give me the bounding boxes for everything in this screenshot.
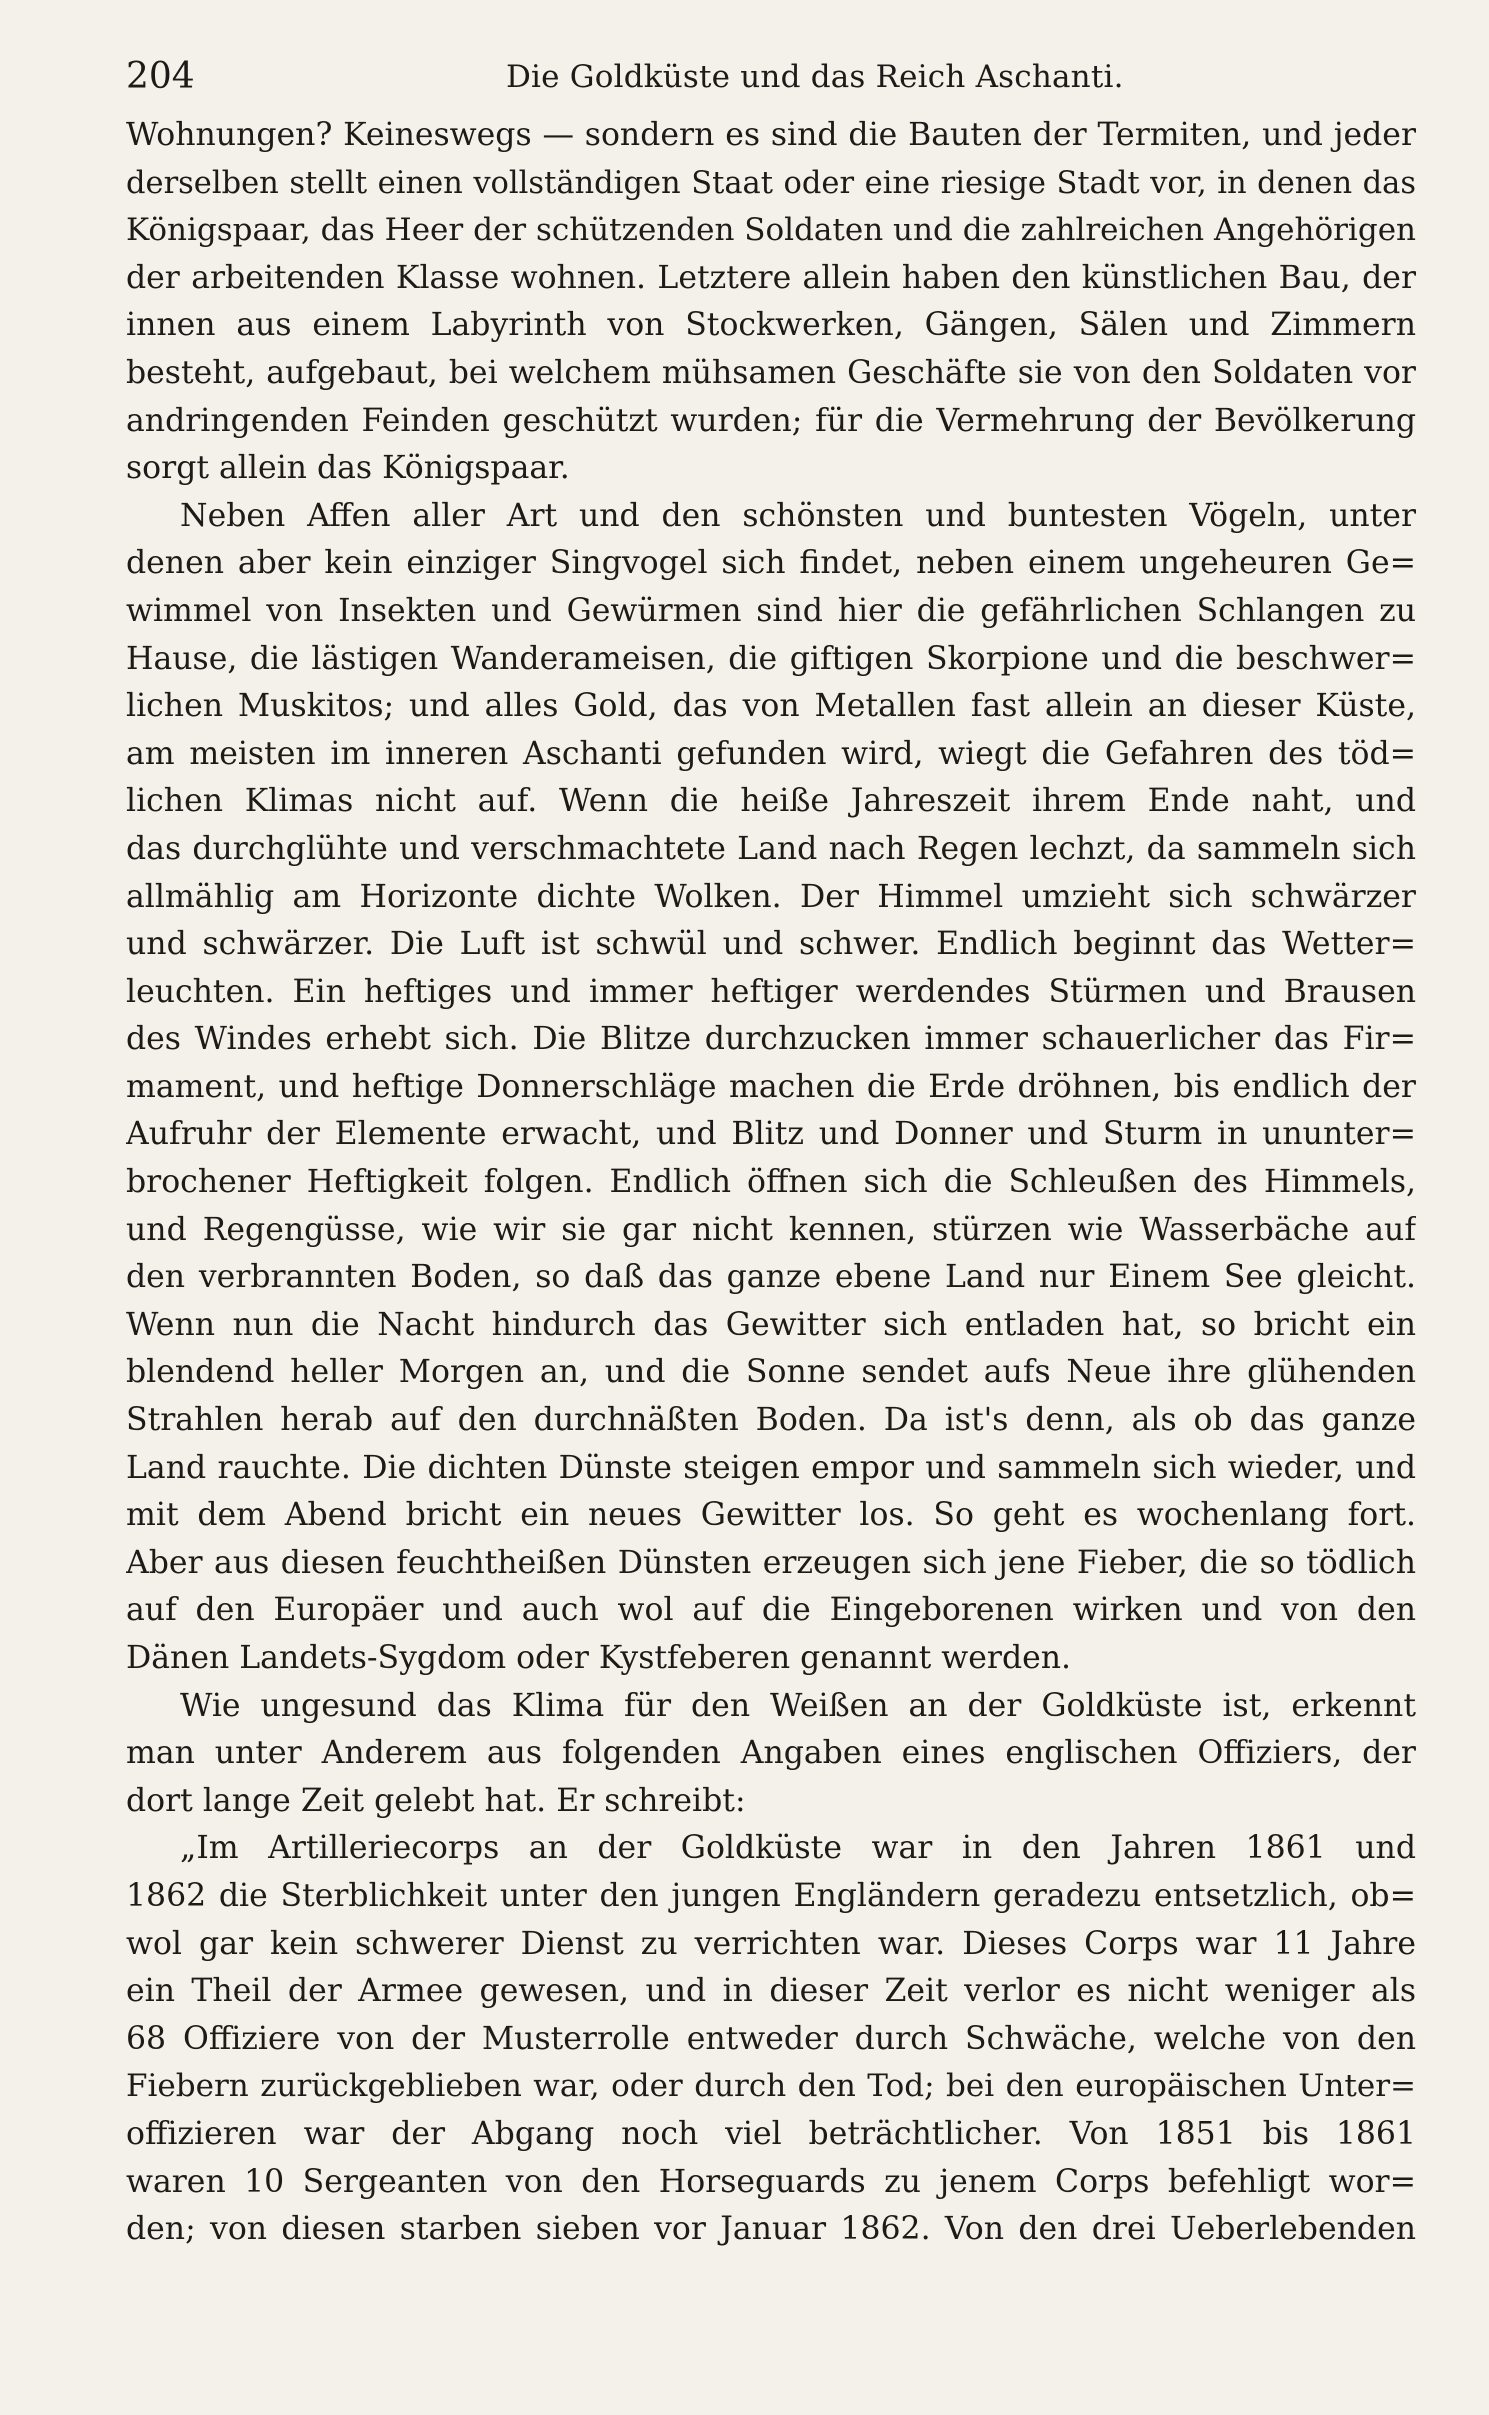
text-line: auf den Europäer und auch wol auf die Eingeborenen wirken und von den: [126, 1592, 1416, 1629]
text-line: ein Theil der Armee gewesen, und in dieser Zeit verlor es nicht weniger als: [126, 1973, 1416, 2010]
text-line: Wie ungesund das Klima für den Weißen an der Goldküste ist, erkennt: [180, 1687, 1416, 1724]
text-line: lichen Muskitos; und alles Gold, das von Metallen fast allein an dieser Küste,: [126, 688, 1416, 725]
text-line: waren 10 Sergeanten von den Horseguards zu jenem Corps befehligt wor=: [126, 2163, 1416, 2200]
text-line: Neben Affen aller Art und den schönsten und buntesten Vögeln, unter: [180, 497, 1416, 534]
text-line: Aber aus diesen feuchtheißen Dünsten erzeugen sich jene Fieber, die so tödlich: [126, 1544, 1416, 1581]
text-line: blendend heller Morgen an, und die Sonne sendet aufs Neue ihre glühenden: [126, 1354, 1416, 1391]
text-line: sorgt allein das Königspaar.: [126, 450, 570, 487]
text-line: mit dem Abend bricht ein neues Gewitter los. So geht es wochenlang fort.: [126, 1497, 1416, 1534]
text-line: Königspaar, das Heer der schützenden Soldaten und die zahlreichen Angehörigen: [126, 212, 1416, 249]
text-line: den; von diesen starben sieben vor Januar 1862. Von den drei Ueberlebenden: [126, 2211, 1416, 2248]
text-line: Wenn nun die Nacht hindurch das Gewitter sich entladen hat, so bricht ein: [126, 1306, 1416, 1343]
text-line: Dänen Landets-Sygdom oder Kystfeberen genannt werden.: [126, 1640, 1072, 1676]
text-line: und Regengüsse, wie wir sie gar nicht kennen, stürzen wie Wasserbäche auf: [126, 1211, 1416, 1248]
text-line: wol gar kein schwerer Dienst zu verrichten war. Dieses Corps war 11 Jahre: [126, 1925, 1416, 1962]
text-line: des Windes erhebt sich. Die Blitze durchzucken immer schauerlicher das Fir=: [126, 1021, 1416, 1058]
text-line: mament, und heftige Donnerschläge machen die Erde dröhnen, bis endlich der: [126, 1068, 1416, 1105]
text-line: Land rauchte. Die dichten Dünste steigen empor und sammeln sich wieder, und: [126, 1449, 1416, 1486]
text-line: wimmel von Insekten und Gewürmen sind hier die gefährlichen Schlangen zu: [126, 592, 1416, 629]
text-line: derselben stellt einen vollständigen Staat oder eine riesige Stadt vor, in denen das: [126, 165, 1416, 201]
text-line: der arbeitenden Klasse wohnen. Letztere allein haben den künstlichen Bau, der: [126, 259, 1416, 296]
text-line: und schwärzer. Die Luft ist schwül und schwer. Endlich beginnt das Wetter=: [126, 926, 1416, 963]
text-line: Strahlen herab auf den durchnäßten Boden. Da ist's denn, als ob das ganze: [126, 1402, 1416, 1439]
text-line: denen aber kein einziger Singvogel sich findet, neben einem ungeheuren Ge=: [126, 545, 1416, 582]
body-text: [126, 112, 1416, 2254]
text-line: lichen Klimas nicht auf. Wenn die heiße Jahreszeit ihrem Ende naht, und: [126, 783, 1416, 820]
text-line: Fiebern zurückgeblieben war, oder durch den Tod; bei den europäischen Unter=: [126, 2068, 1416, 2105]
text-line: „Im Artilleriecorps an der Goldküste war in den Jahren 1861 und: [180, 1830, 1416, 1867]
running-title: Die Goldküste und das Reich Aschanti.: [506, 59, 1124, 95]
text-line: leuchten. Ein heftiges und immer heftiger werdendes Stürmen und Brausen: [126, 973, 1416, 1010]
text-line: dort lange Zeit gelebt hat. Er schreibt:: [126, 1782, 746, 1819]
text-line: Wohnungen? Keineswegs — sondern es sind die Bauten der Termiten, und jeder: [126, 117, 1416, 153]
text-line: besteht, aufgebaut, bei welchem mühsamen Geschäfte sie von den Soldaten vor: [126, 354, 1416, 391]
text-line: offizieren war der Abgang noch viel beträchtlicher. Von 1851 bis 1861: [126, 2115, 1416, 2152]
text-line: innen aus einem Labyrinth von Stockwerken, Gängen, Sälen und Zimmern: [126, 307, 1416, 344]
text-line: andringenden Feinden geschützt wurden; für die Vermehrung der Bevölkerung: [126, 402, 1416, 439]
text-line: den verbrannten Boden, so daß das ganze ebene Land nur Einem See gleicht.: [126, 1259, 1416, 1296]
text-line: am meisten im inneren Aschanti gefunden wird, wiegt die Gefahren des töd=: [126, 735, 1416, 772]
text-line: das durchglühte und verschmachtete Land nach Regen lechzt, da sammeln sich: [126, 830, 1416, 867]
text-line: brochener Heftigkeit folgen. Endlich öffnen sich die Schleußen des Himmels,: [126, 1164, 1416, 1201]
text-line: man unter Anderem aus folgenden Angaben eines englischen Offiziers, der: [126, 1735, 1416, 1772]
text-line: 68 Offiziere von der Musterrolle entweder durch Schwäche, welche von den: [126, 2020, 1416, 2057]
page-number: 204: [126, 56, 195, 97]
running-head: [126, 52, 1416, 102]
text-line: allmählig am Horizonte dichte Wolken. Der Himmel umzieht sich schwärzer: [126, 878, 1416, 915]
text-line: Hause, die lästigen Wanderameisen, die giftigen Skorpione und die beschwer=: [126, 640, 1416, 677]
text-line: 1862 die Sterblichkeit unter den jungen Engländern geradezu entsetzlich, ob=: [126, 1877, 1416, 1914]
text-line: Aufruhr der Elemente erwacht, und Blitz und Donner und Sturm in ununter=: [126, 1116, 1416, 1153]
